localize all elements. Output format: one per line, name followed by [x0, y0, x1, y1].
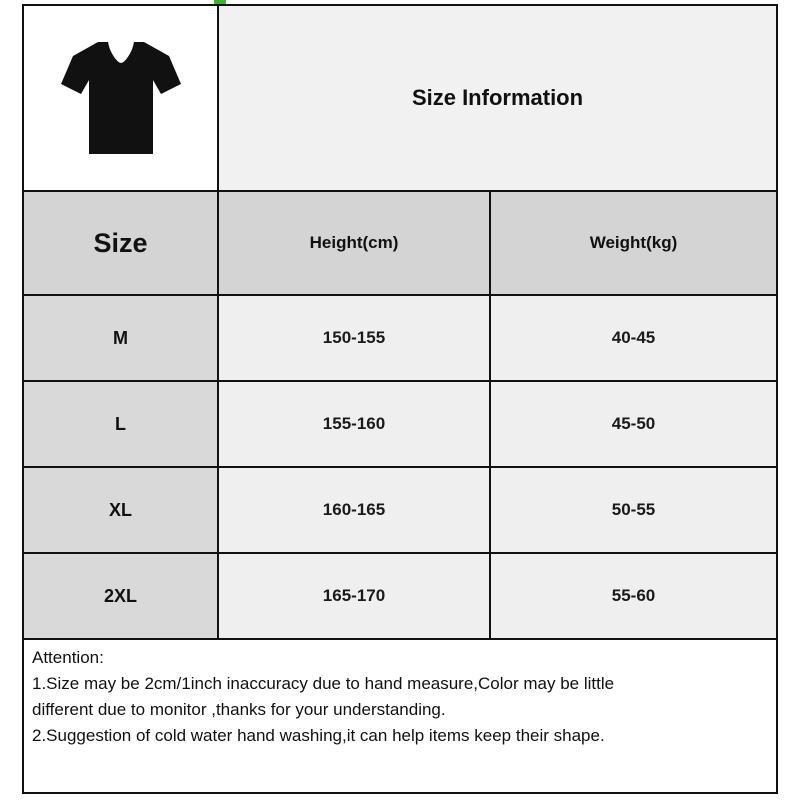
attention-heading: Attention:: [32, 648, 104, 667]
cell-size: 2XL: [24, 554, 219, 638]
column-header-size: Size: [24, 192, 219, 294]
cell-weight: 40-45: [491, 296, 776, 380]
cell-weight: 50-55: [491, 468, 776, 552]
cell-size: L: [24, 382, 219, 466]
cell-size: M: [24, 296, 219, 380]
cell-weight: 55-60: [491, 554, 776, 638]
product-image-cell: [24, 6, 219, 190]
cell-height: 165-170: [219, 554, 491, 638]
cell-height: 155-160: [219, 382, 491, 466]
cell-size: XL: [24, 468, 219, 552]
cell-height: 160-165: [219, 468, 491, 552]
size-information-table: [22, 4, 778, 794]
cell-height: 150-155: [219, 296, 491, 380]
table-row: [24, 468, 776, 554]
table-row: [24, 296, 776, 382]
table-header-row: [24, 6, 776, 192]
attention-line-3: 2.Suggestion of cold water hand washing,it can help items keep their shape.: [32, 726, 605, 746]
tshirt-icon: [51, 32, 191, 164]
attention-note: [24, 640, 776, 792]
attention-line-2: different due to monitor ,thanks for your understanding.: [32, 700, 446, 720]
cell-weight: 45-50: [491, 382, 776, 466]
column-header-row: [24, 192, 776, 296]
table-row: [24, 382, 776, 468]
attention-line-1: 1.Size may be 2cm/1inch inaccuracy due to hand measure,Color may be little: [32, 674, 615, 694]
column-header-height: Height(cm): [219, 192, 491, 294]
column-header-weight: Weight(kg): [491, 192, 776, 294]
table-row: [24, 554, 776, 640]
page-title: Size Information: [219, 6, 776, 190]
